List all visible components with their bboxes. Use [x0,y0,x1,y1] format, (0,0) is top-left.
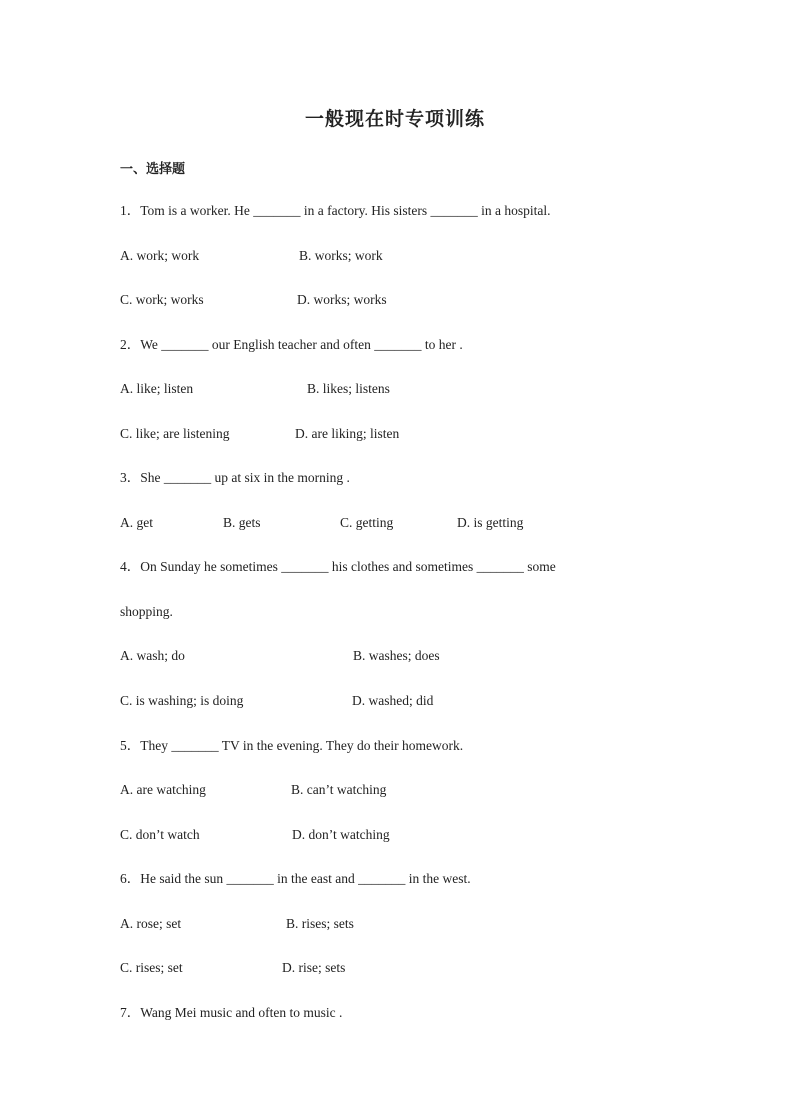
q5-option-d: D. don’t watching [292,827,390,842]
q4-option-d: D. washed; did [352,693,434,708]
q2-option-b: B. likes; listens [307,381,390,396]
q1-option-a: A. work; work [120,248,200,263]
page-title: 一般现在时专项训练 [304,108,485,130]
question-3-stem: 3．She _______ up at six in the morning . [120,470,350,485]
q2-option-a: A. like; listen [120,381,194,396]
q3-option-c: C. getting [340,515,394,530]
question-7-stem: 7．Wang Mei music and often to music . [120,1005,343,1020]
q6-option-b: B. rises; sets [286,916,354,931]
question-5-stem: 5．They _______ TV in the evening. They do their homework. [120,738,464,753]
q1-option-d: D. works; works [297,292,387,307]
question-1-stem: 1．Tom is a worker. He _______ in a factory. His sisters _______ in a hospital. [120,203,551,218]
question-4-stem: 4．On Sunday he sometimes _______ his clothes and sometimes _______ some [120,559,556,574]
question-4-stem-continued: shopping. [120,604,173,619]
q2-option-c: C. like; are listening [120,426,230,441]
q4-option-a: A. wash; do [120,648,185,663]
q3-option-a: A. get [120,515,153,530]
question-2-stem: 2．We _______ our English teacher and often _______ to her . [120,337,463,352]
q1-option-b: B. works; work [299,248,383,263]
q4-option-b: B. washes; does [353,648,440,663]
q5-option-c: C. don’t watch [120,827,200,842]
q1-option-c: C. work; works [120,292,204,307]
q4-option-c: C. is washing; is doing [120,693,244,708]
q3-option-d: D. is getting [457,515,524,530]
q5-option-a: A. are watching [120,782,206,797]
q6-option-d: D. rise; sets [282,960,346,975]
question-6-stem: 6．He said the sun _______ in the east and _______ in the west. [120,871,471,886]
q3-option-b: B. gets [223,515,261,530]
section-heading: 一、选择题 [120,162,186,177]
q6-option-a: A. rose; set [120,916,182,931]
q2-option-d: D. are liking; listen [295,426,400,441]
q6-option-c: C. rises; set [120,960,183,975]
q5-option-b: B. can’t watching [291,782,387,797]
